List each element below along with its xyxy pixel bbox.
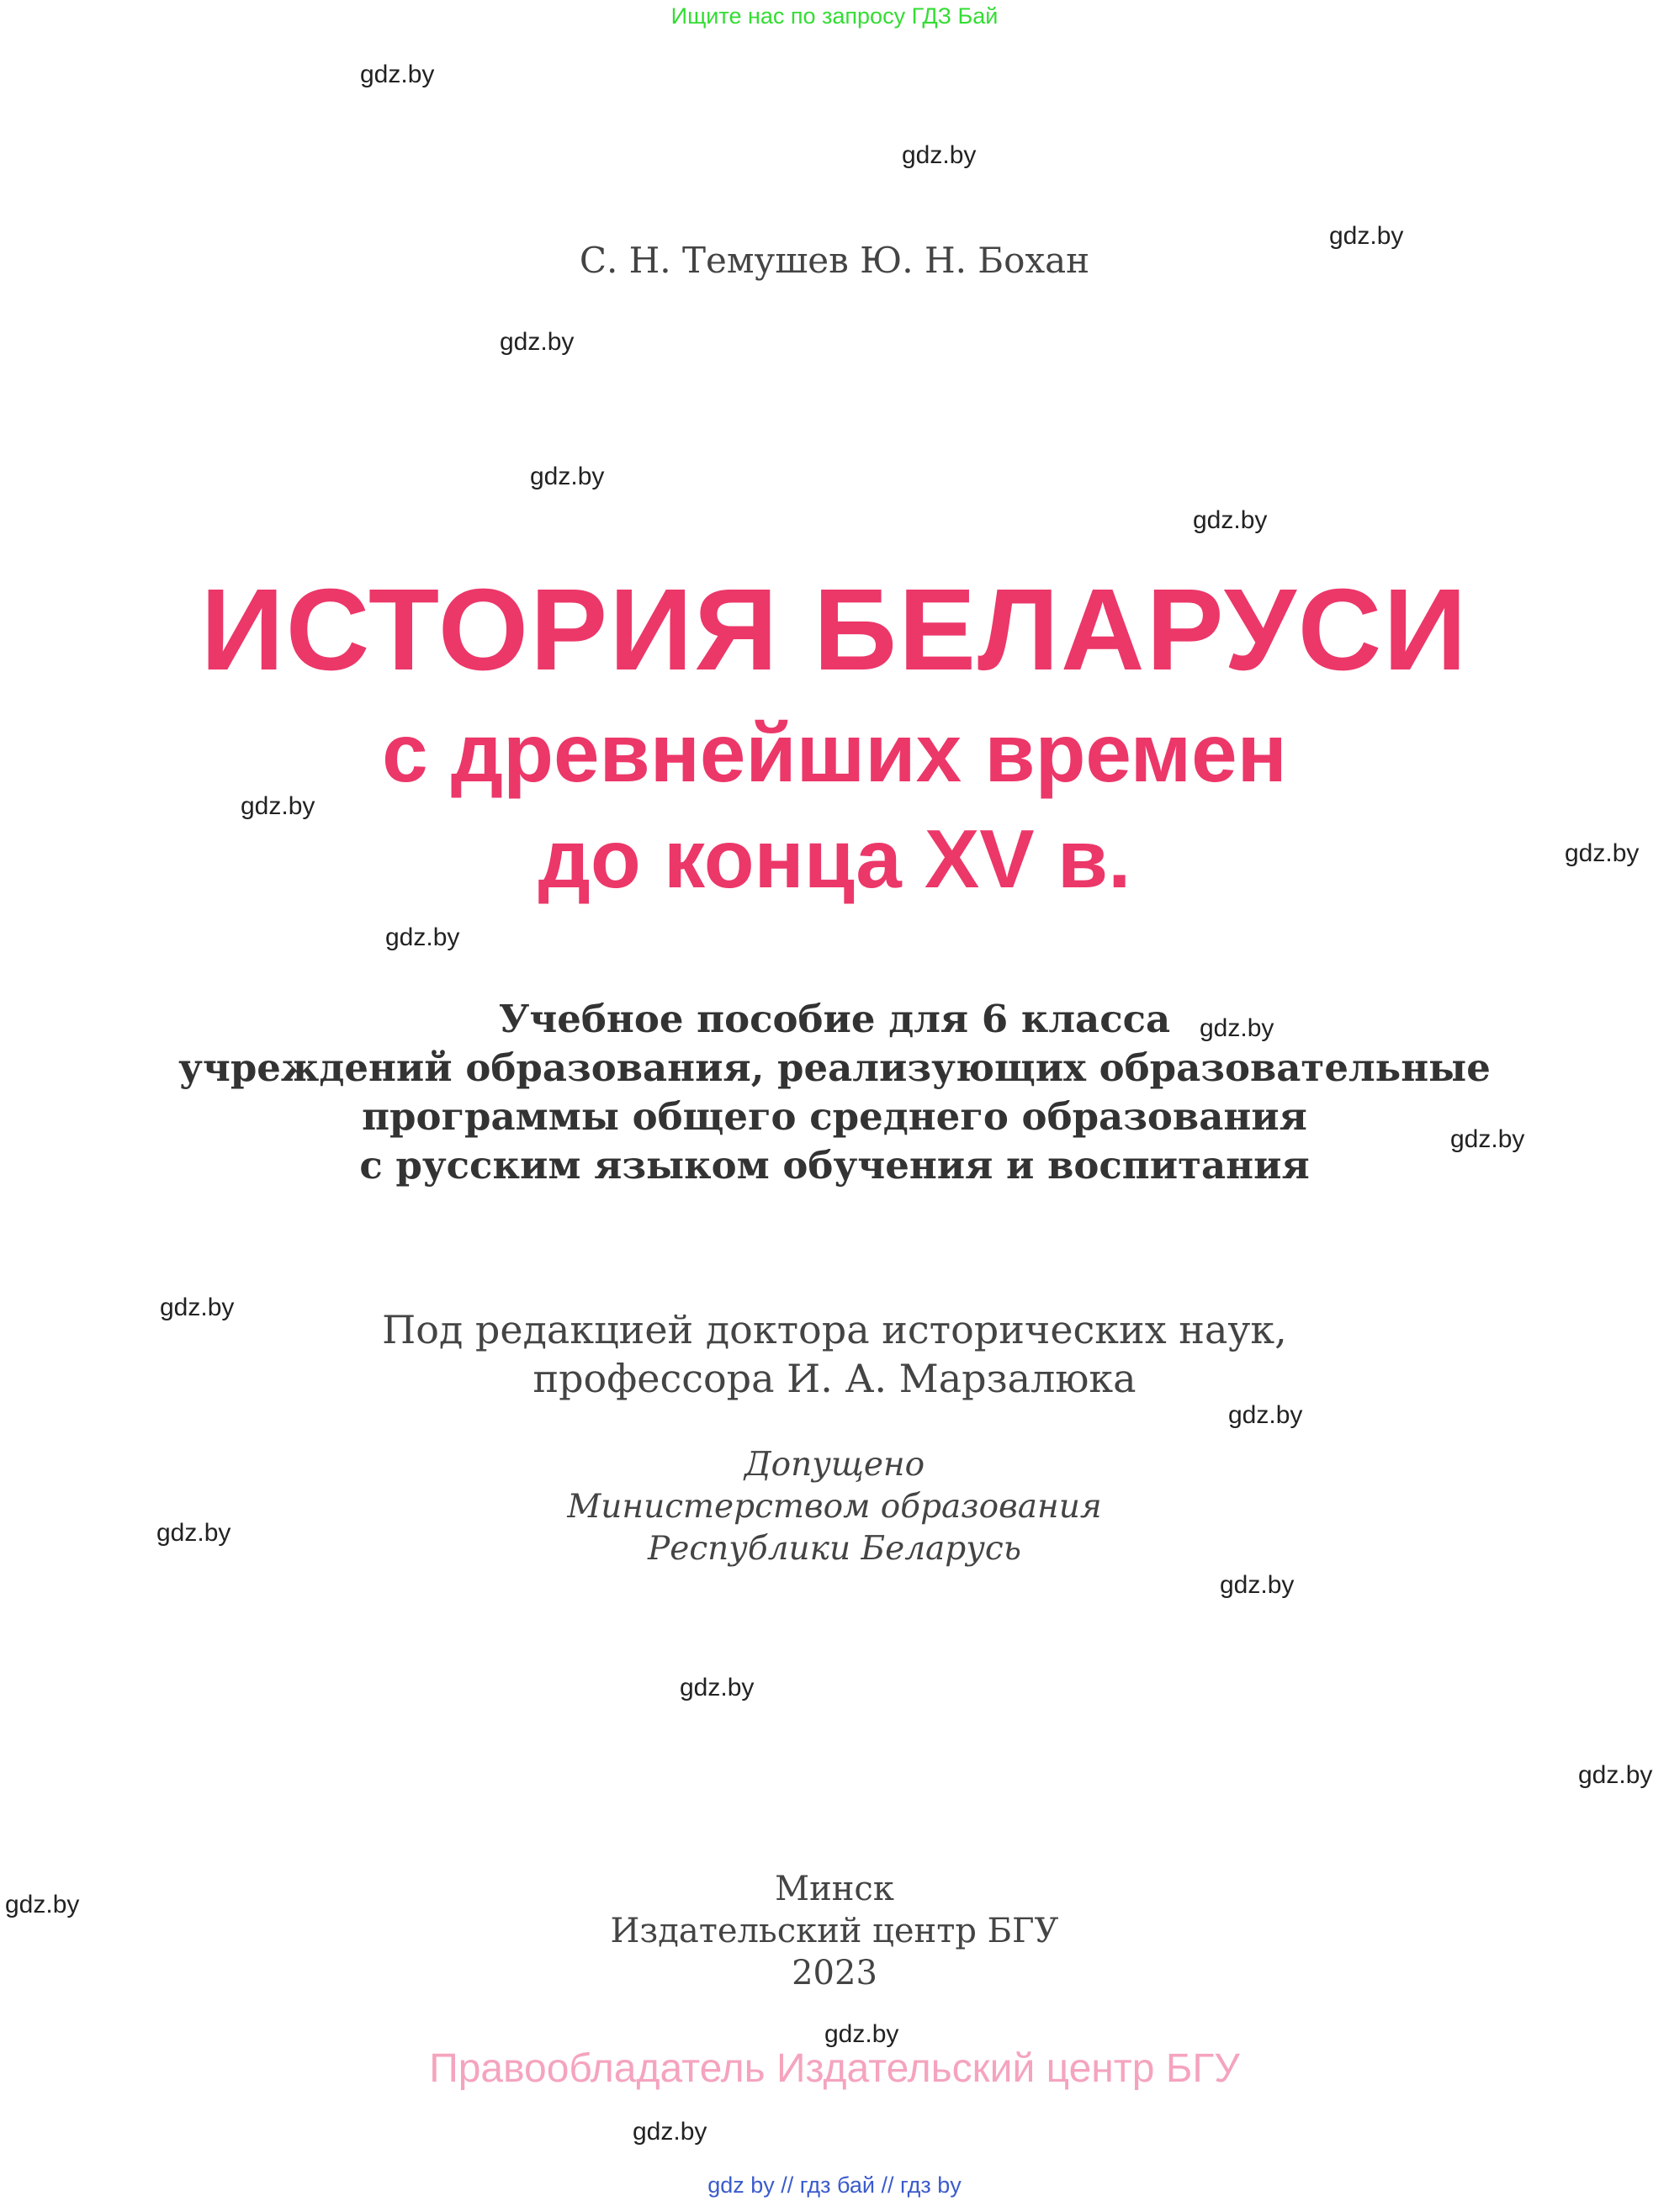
watermark: gdz.by <box>360 61 435 88</box>
watermark: gdz.by <box>1329 222 1404 250</box>
editor-info <box>0 1305 1669 1403</box>
editor-line: профессора И. А. Марзалюка <box>532 1356 1137 1401</box>
imprint <box>0 1868 1669 1994</box>
book-subtitle-line1: с древнейших времен <box>382 706 1287 799</box>
watermark: gdz.by <box>1200 1014 1274 1042</box>
book-description <box>0 995 1669 1190</box>
imprint-year: 2023 <box>792 1954 877 1992</box>
approval-stamp <box>0 1444 1669 1570</box>
description-line: с русским языком обучения и воспитания <box>359 1143 1310 1188</box>
description-line: учреждений образования, реализующих образовательные <box>178 1045 1491 1090</box>
watermark: gdz.by <box>680 1674 755 1701</box>
book-subtitle-line2: до конца XV в. <box>538 812 1131 905</box>
watermark: gdz.by <box>633 2118 707 2146</box>
rights-holder: Правообладатель Издательский центр БГУ <box>429 2046 1240 2091</box>
watermark: gdz.by <box>385 923 460 951</box>
watermark: gdz.by <box>824 2020 899 2048</box>
description-line: Учебное пособие для 6 класса <box>498 997 1171 1041</box>
imprint-city: Минск <box>775 1870 894 1908</box>
authors: С. Н. Темушев Ю. Н. Бохан <box>579 240 1090 281</box>
watermark: gdz.by <box>1578 1761 1653 1789</box>
watermark: gdz.by <box>1193 506 1268 534</box>
book-title: ИСТОРИЯ БЕЛАРУСИ <box>200 565 1469 695</box>
approval-line: Допущено <box>744 1446 925 1484</box>
top-banner: Ищите нас по запросу ГДЗ Бай <box>670 3 999 29</box>
editor-line: Под редакцией доктора исторических наук, <box>382 1307 1287 1352</box>
approval-line: Республики Беларусь <box>648 1530 1021 1568</box>
watermark: gdz.by <box>530 463 605 490</box>
watermark: gdz.by <box>5 1891 80 1918</box>
bottom-links[interactable]: gdz by // гдз бай // гдз by <box>707 2172 962 2198</box>
approval-line: Министерством образования <box>567 1488 1102 1526</box>
imprint-publisher: Издательский центр БГУ <box>610 1912 1059 1950</box>
watermark: gdz.by <box>241 792 315 820</box>
watermark: gdz.by <box>160 1294 235 1321</box>
description-line: программы общего среднего образования <box>362 1094 1307 1139</box>
watermark: gdz.by <box>1228 1401 1303 1429</box>
watermark: gdz.by <box>1450 1125 1525 1153</box>
watermark: gdz.by <box>902 141 977 169</box>
watermark: gdz.by <box>156 1519 231 1547</box>
watermark: gdz.by <box>500 328 575 356</box>
watermark: gdz.by <box>1565 839 1640 867</box>
watermark: gdz.by <box>1220 1571 1295 1599</box>
